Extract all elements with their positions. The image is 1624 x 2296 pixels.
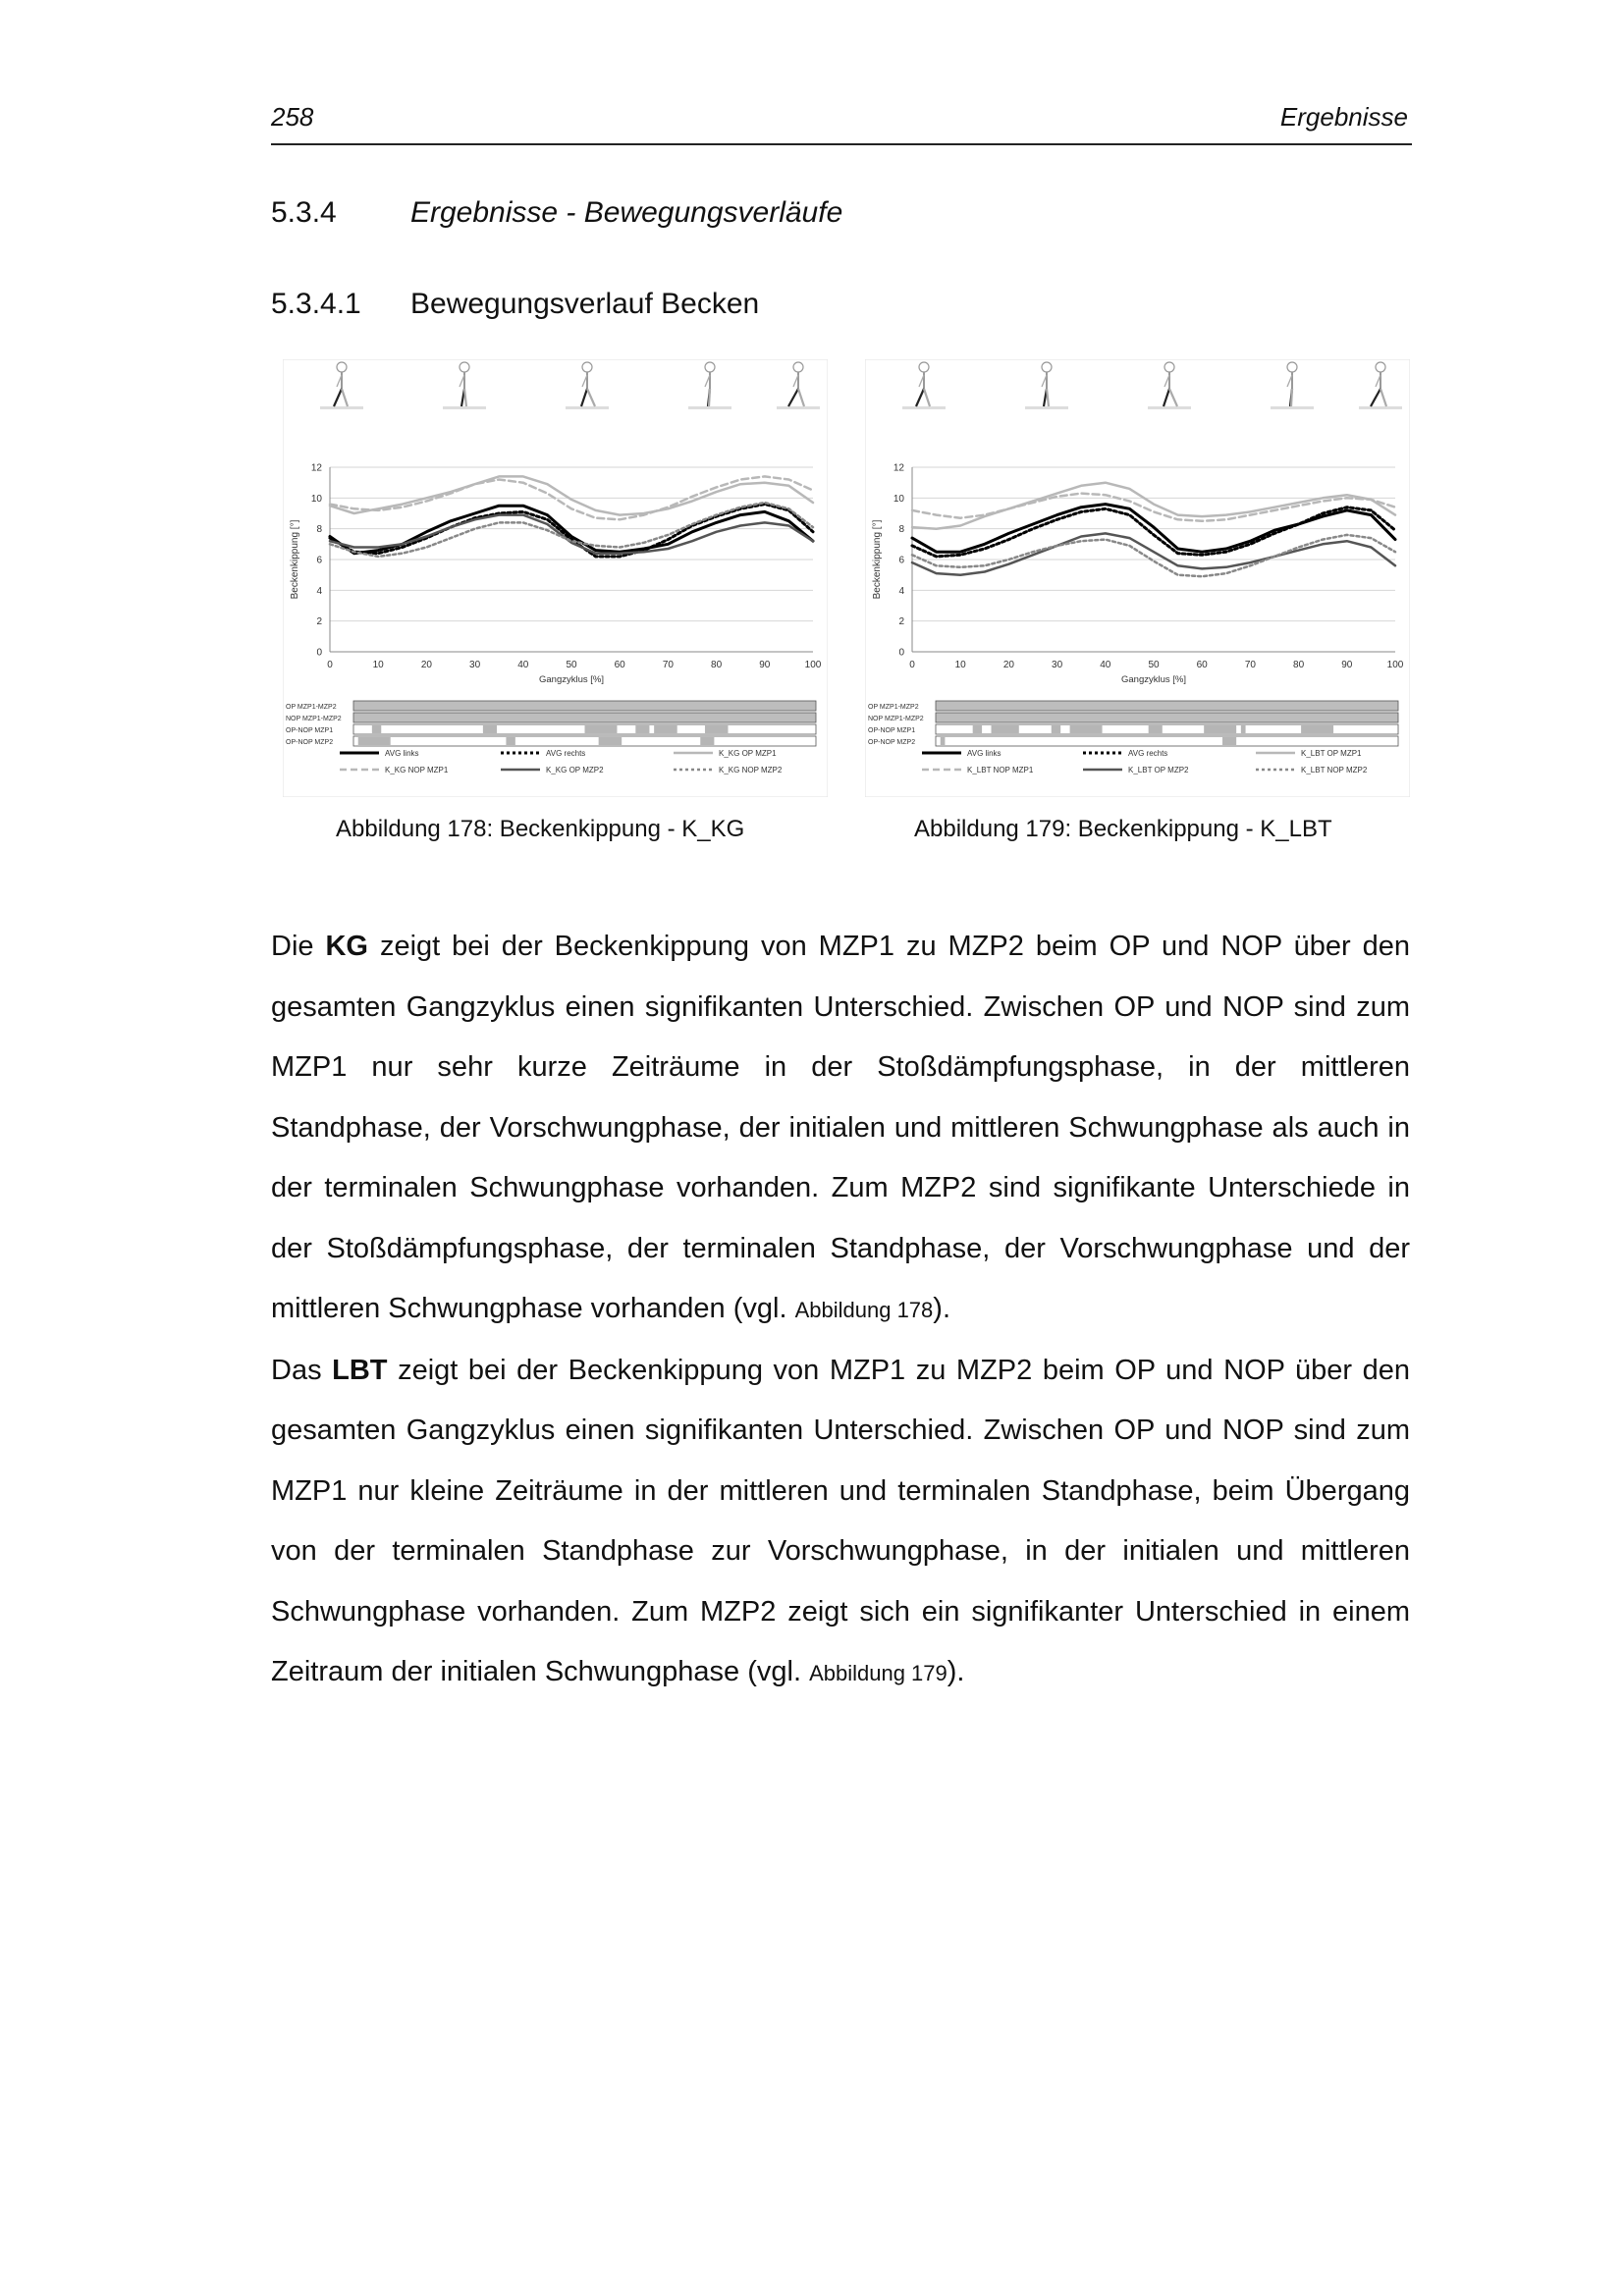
floor-plate bbox=[566, 406, 609, 409]
floor-plate bbox=[320, 406, 363, 409]
paragraph-kg: Die KG zeigt bei der Beckenkippung von MZP1 zu MZP2 beim OP und NOP über den gesamten Gangzyklus einen signifikanten Unterschied. Zwischen OP und NOP sind zum MZP1 nur sehr kurze Zeiträume in der Stoßdämpfungsphase, in der mittleren Standphase, der Vorschwungphase, der initialen und mittleren Schwungphase als auch in der terminalen Schwungphase vorhanden. Zum MZP2 sind signifikante Unterschiede in der Stoßdämpfungsphase, der terminalen Standphase, der Vorschwungphase und der mittleren Schwungphase vorhanden (vgl. Abbildung 178). bbox=[271, 931, 1411, 1324]
x-tick-label: 100 bbox=[1386, 660, 1404, 670]
legend-label: AVG rechts bbox=[1128, 749, 1168, 758]
y-axis-label: Beckenkippung [°] bbox=[872, 519, 883, 600]
legend-label: K_KG OP MZP1 bbox=[719, 749, 777, 758]
x-tick-label: 30 bbox=[469, 660, 481, 670]
significance-segment bbox=[635, 725, 649, 733]
figure-right-leg bbox=[1291, 389, 1292, 406]
x-tick-label: 10 bbox=[372, 660, 384, 670]
legend-label: K_LBT OP MZP2 bbox=[1128, 766, 1189, 774]
significance-row-bar bbox=[936, 736, 1398, 746]
significance-segment bbox=[654, 725, 677, 733]
legend-label: K_KG NOP MZP1 bbox=[385, 766, 449, 774]
significance-row-bar bbox=[353, 713, 816, 722]
significance-row-label: OP-NOP MZP1 bbox=[868, 727, 916, 734]
significance-segment bbox=[1241, 725, 1246, 733]
floor-plate bbox=[688, 406, 731, 409]
legend-label: K_KG OP MZP2 bbox=[546, 766, 604, 774]
significance-row-label: OP-NOP MZP2 bbox=[868, 739, 916, 746]
x-tick-label: 0 bbox=[327, 660, 333, 670]
section-number: 5.3.4 bbox=[271, 196, 337, 229]
significance-segment bbox=[973, 725, 982, 733]
x-tick-label: 80 bbox=[1293, 660, 1305, 670]
significance-segment bbox=[372, 725, 381, 733]
y-tick-label: 4 bbox=[316, 585, 322, 597]
figure-right-leg bbox=[709, 389, 710, 406]
x-tick-label: 60 bbox=[614, 660, 625, 670]
floor-plate bbox=[1359, 406, 1402, 409]
y-tick-label: 6 bbox=[898, 555, 904, 566]
chart-k-lbt bbox=[865, 359, 1410, 797]
significance-segment bbox=[1149, 725, 1163, 733]
x-tick-label: 0 bbox=[909, 660, 915, 670]
significance-row-bar bbox=[936, 701, 1398, 711]
floor-plate bbox=[443, 406, 486, 409]
x-axis-label: Gangzyklus [%] bbox=[1121, 674, 1186, 685]
significance-segment bbox=[1222, 737, 1236, 745]
significance-segment bbox=[700, 737, 714, 745]
y-tick-label: 0 bbox=[898, 647, 904, 659]
x-tick-label: 60 bbox=[1196, 660, 1208, 670]
x-tick-label: 40 bbox=[1100, 660, 1111, 670]
y-tick-label: 12 bbox=[310, 462, 322, 474]
legend-label: AVG links bbox=[385, 749, 419, 758]
significance-segment bbox=[1204, 725, 1236, 733]
x-tick-label: 70 bbox=[1244, 660, 1256, 670]
page-number: 258 bbox=[271, 102, 314, 132]
significance-row-bar bbox=[936, 713, 1398, 722]
significance-row-label: OP-NOP MZP1 bbox=[286, 727, 334, 734]
significance-row-bar bbox=[353, 736, 816, 746]
y-tick-label: 2 bbox=[316, 616, 322, 628]
y-tick-label: 0 bbox=[316, 647, 322, 659]
term-lbt: LBT bbox=[332, 1354, 388, 1386]
floor-plate bbox=[1025, 406, 1068, 409]
significance-row-label: OP-NOP MZP2 bbox=[286, 739, 334, 746]
running-head: Ergebnisse bbox=[1279, 102, 1408, 132]
y-tick-label: 2 bbox=[898, 616, 904, 628]
legend-label: K_KG NOP MZP2 bbox=[719, 766, 783, 774]
figure-reference[interactable]: Abbildung 178 bbox=[794, 1298, 934, 1322]
floor-plate bbox=[902, 406, 946, 409]
x-tick-label: 40 bbox=[517, 660, 529, 670]
figure-178 bbox=[283, 359, 828, 797]
x-tick-label: 80 bbox=[711, 660, 723, 670]
significance-segment bbox=[941, 737, 946, 745]
x-tick-label: 90 bbox=[1341, 660, 1353, 670]
figure-reference[interactable]: Abbildung 179 bbox=[809, 1661, 947, 1685]
y-tick-label: 8 bbox=[898, 524, 904, 536]
y-tick-label: 8 bbox=[316, 524, 322, 536]
significance-segment bbox=[992, 725, 1019, 733]
figure-179 bbox=[865, 359, 1410, 797]
subsection-heading bbox=[271, 288, 759, 321]
legend-label: K_LBT NOP MZP2 bbox=[1301, 766, 1368, 774]
paragraph-lbt: Das LBT zeigt bei der Beckenkippung von MZP1 zu MZP2 beim OP und NOP über den gesamten Gangzyklus einen signifikanten Unterschied. Zwischen OP und NOP sind zum MZP1 nur kleine Zeiträume in der mittleren und terminalen Standphase, beim Übergang von der terminalen Standphase zur Vorschwungphase, in der initialen und mittleren Schwungphase vorhanden. Zum MZP2 zeigt sich ein signifikanter Unterschied in einem Zeitraum der initialen Schwungphase (vgl. Abbildung 179). bbox=[271, 1354, 1410, 1687]
x-tick-label: 70 bbox=[662, 660, 674, 670]
x-tick-label: 20 bbox=[1002, 660, 1014, 670]
x-tick-label: 20 bbox=[420, 660, 432, 670]
significance-segment bbox=[1301, 725, 1333, 733]
significance-row-label: NOP MZP1-MZP2 bbox=[868, 716, 924, 722]
significance-segment bbox=[1070, 725, 1103, 733]
y-tick-label: 12 bbox=[893, 462, 904, 474]
significance-row-label: OP MZP1-MZP2 bbox=[868, 704, 919, 711]
body-text bbox=[271, 917, 1410, 1704]
y-tick-label: 6 bbox=[316, 555, 322, 566]
significance-segment bbox=[599, 737, 623, 745]
page-header bbox=[271, 98, 1412, 145]
legend-label: AVG rechts bbox=[546, 749, 586, 758]
y-tick-label: 10 bbox=[310, 493, 322, 505]
floor-plate bbox=[777, 406, 820, 409]
x-axis-label: Gangzyklus [%] bbox=[539, 674, 604, 685]
legend-label: AVG links bbox=[967, 749, 1001, 758]
significance-segment bbox=[585, 725, 618, 733]
figure-178-caption: Abbildung 178: Beckenkippung - K_KG bbox=[336, 816, 745, 842]
significance-segment bbox=[705, 725, 729, 733]
significance-segment bbox=[483, 725, 497, 733]
significance-segment bbox=[1052, 725, 1060, 733]
chart-k-kg bbox=[283, 359, 828, 797]
term-kg: KG bbox=[325, 931, 368, 962]
legend-label: K_LBT NOP MZP1 bbox=[967, 766, 1034, 774]
y-tick-label: 10 bbox=[893, 493, 904, 505]
legend-label: K_LBT OP MZP1 bbox=[1301, 749, 1362, 758]
y-axis-label: Beckenkippung [°] bbox=[290, 519, 300, 600]
x-tick-label: 50 bbox=[566, 660, 577, 670]
section-heading bbox=[271, 196, 842, 230]
significance-row-bar bbox=[353, 701, 816, 711]
y-tick-label: 4 bbox=[898, 585, 904, 597]
floor-plate bbox=[1271, 406, 1314, 409]
figure-179-caption: Abbildung 179: Beckenkippung - K_LBT bbox=[914, 816, 1332, 842]
subsection-title: Bewegungsverlauf Becken bbox=[410, 288, 760, 320]
x-tick-label: 50 bbox=[1148, 660, 1160, 670]
x-tick-label: 30 bbox=[1052, 660, 1063, 670]
subsection-number: 5.3.4.1 bbox=[271, 288, 361, 320]
floor-plate bbox=[1148, 406, 1191, 409]
x-tick-label: 100 bbox=[804, 660, 822, 670]
x-tick-label: 10 bbox=[954, 660, 966, 670]
significance-segment bbox=[358, 737, 391, 745]
significance-row-label: OP MZP1-MZP2 bbox=[286, 704, 337, 711]
x-tick-label: 90 bbox=[759, 660, 771, 670]
section-title: Ergebnisse - Bewegungsverläufe bbox=[410, 196, 843, 229]
significance-segment bbox=[506, 737, 514, 745]
significance-row-label: NOP MZP1-MZP2 bbox=[286, 716, 342, 722]
